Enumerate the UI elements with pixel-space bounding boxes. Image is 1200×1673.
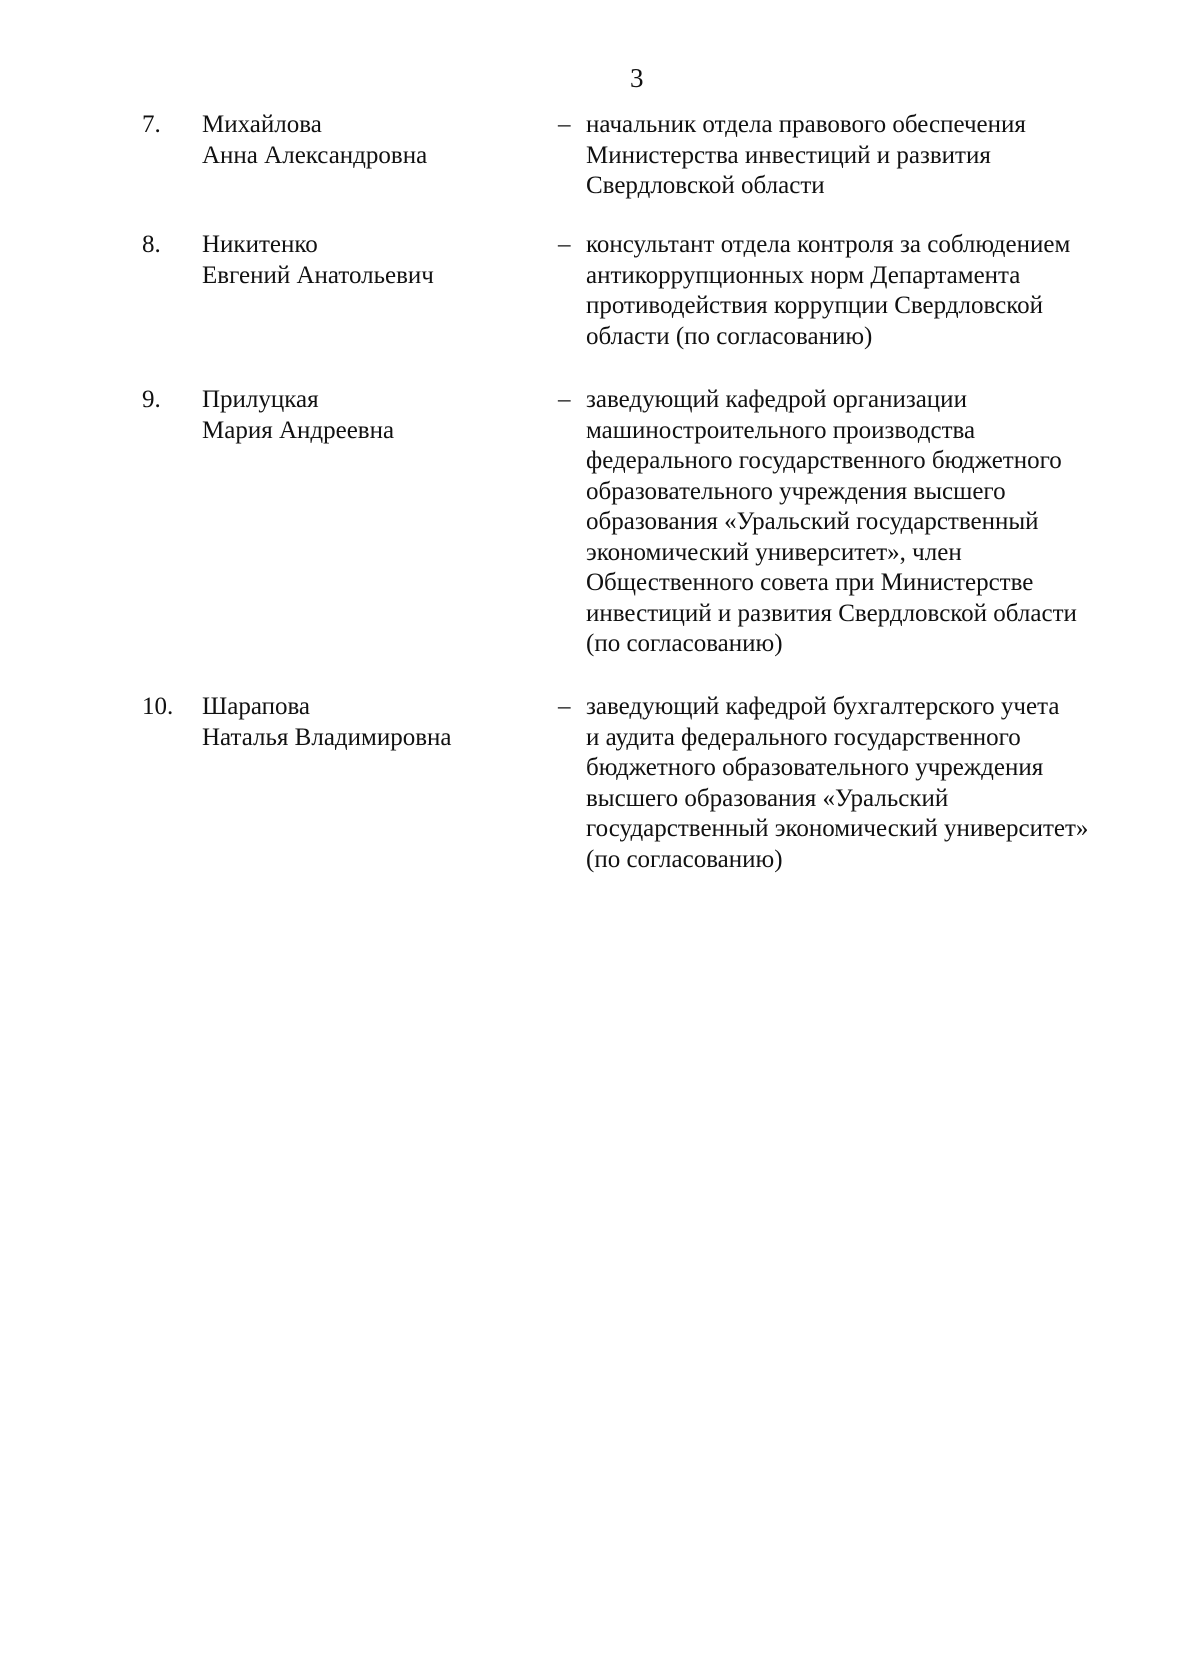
dash-separator: – (558, 386, 571, 413)
member-surname: Михайлова (202, 111, 322, 138)
member-given-names: Анна Александровна (202, 141, 428, 169)
position-line: машиностроительного производства (586, 416, 976, 444)
member-position (586, 110, 1166, 202)
member-name (202, 692, 532, 753)
position-line: инвестиций и развития Свердловской области (586, 599, 1077, 627)
position-line: заведующий кафедрой бухгалтерского учета (586, 693, 1060, 720)
member-given-names: Мария Андреевна (202, 416, 395, 444)
dash-separator: – (558, 231, 571, 258)
position-line: бюджетного образовательного учреждения (586, 754, 1044, 781)
position-line: заведующий кафедрой организации (586, 386, 967, 413)
member-position (586, 692, 1166, 875)
position-line: (по согласованию) (586, 630, 783, 657)
position-line: начальник отдела правового обеспечения (586, 111, 1026, 138)
member-name (202, 230, 532, 291)
position-line: антикоррупционных норм Департамента (586, 261, 1021, 289)
position-line: и аудита федерального государственного (586, 723, 1021, 751)
position-line: государственный экономический университет» (586, 815, 1089, 842)
member-surname: Никитенко (202, 231, 318, 258)
entry-number: 7. (142, 111, 161, 138)
position-line: образования «Уральский государственный (586, 508, 1039, 535)
member-name (202, 385, 532, 446)
member-given-names: Наталья Владимировна (202, 723, 452, 751)
position-line: федерального государственного бюджетного (586, 447, 1062, 474)
position-line: Свердловской области (586, 172, 825, 199)
entry-number: 9. (142, 386, 161, 413)
member-surname: Прилуцкая (202, 386, 319, 413)
position-line: Общественного совета при Министерстве (586, 569, 1034, 596)
position-line: области (по согласованию) (586, 322, 873, 350)
position-line: Министерства инвестиций и развития (586, 141, 991, 169)
position-line: экономический университет», член (586, 538, 962, 566)
member-position (586, 385, 1166, 660)
member-surname: Шарапова (202, 693, 311, 720)
position-line: образовательного учреждения высшего (586, 477, 1006, 505)
member-given-names: Евгений Анатольевич (202, 261, 434, 289)
position-line: консультант отдела контроля за соблюдением (586, 231, 1071, 258)
dash-separator: – (558, 111, 571, 138)
entry-number: 10. (142, 693, 174, 720)
position-line: высшего образования «Уральский (586, 784, 949, 812)
page-number: 3 (630, 63, 644, 93)
position-line: (по согласованию) (586, 845, 783, 873)
member-name (202, 110, 532, 171)
entry-number: 8. (142, 231, 161, 258)
dash-separator: – (558, 693, 571, 720)
position-line: противодействия коррупции Свердловской (586, 292, 1044, 319)
member-position (586, 230, 1166, 352)
